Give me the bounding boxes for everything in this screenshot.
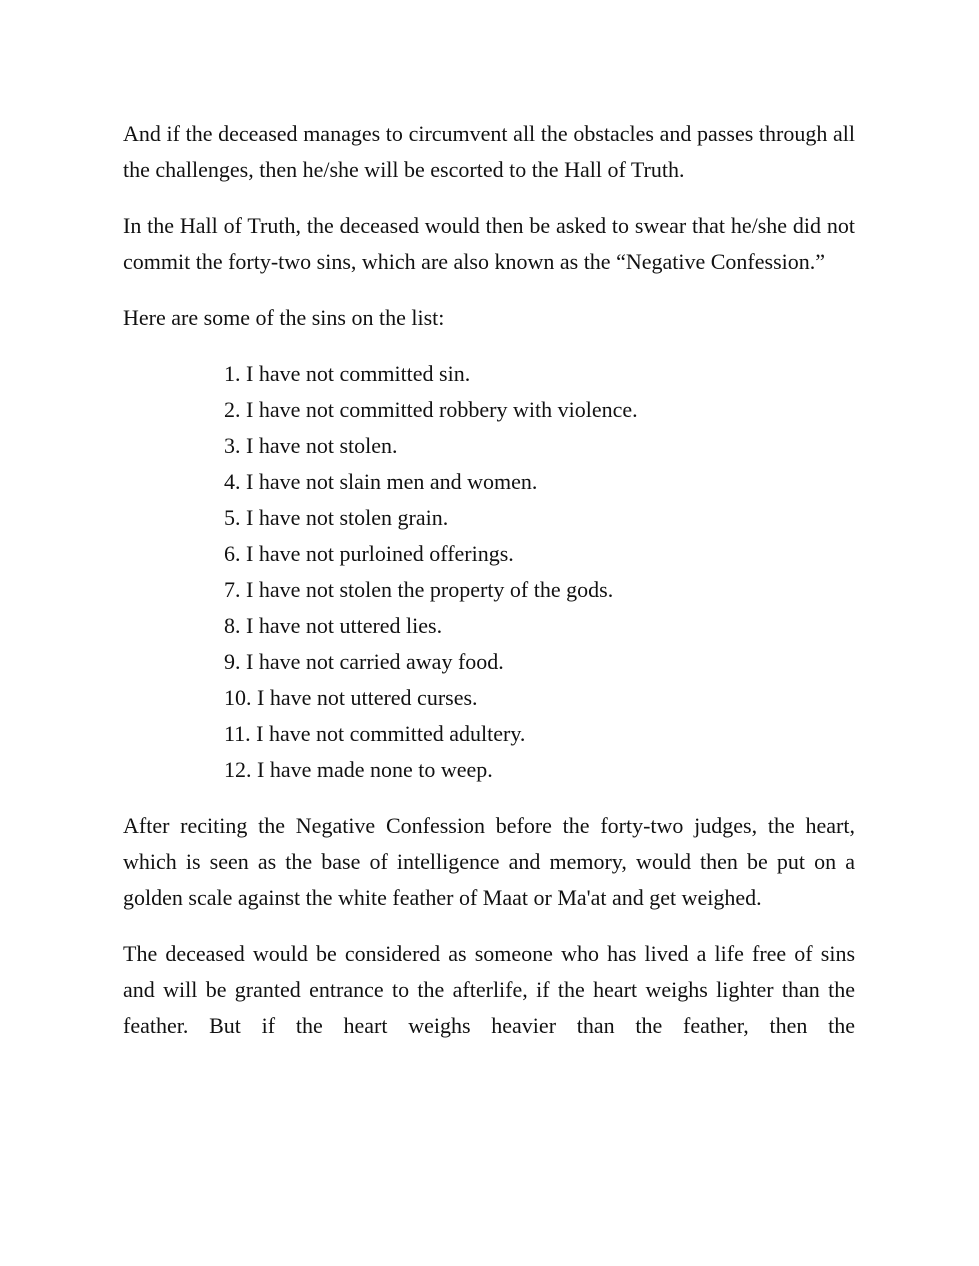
list-item: 10. I have not uttered curses. — [224, 685, 478, 710]
list-item: 5. I have not stolen grain. — [224, 505, 449, 530]
list-item: 4. I have not slain men and women. — [224, 469, 538, 494]
paragraph-negative-confession: In the Hall of Truth, the deceased would then be asked to swear that he/she did not commit the forty-two sins, which are also known as the “Negative Confession.” — [123, 213, 855, 274]
list-item: 7. I have not stolen the property of the gods. — [224, 577, 614, 602]
list-item: 9. I have not carried away food. — [224, 649, 504, 674]
paragraph-hall-of-truth-escort: And if the deceased manages to circumvent all the obstacles and passes through all the challenges, then he/she will be escorted to the Hall of Truth. — [123, 121, 855, 182]
paragraph-heart-weighing: After reciting the Negative Confession before the forty-two judges, the heart, which is seen as the base of intelligence and memory, would then be put on a golden scale against the white feather of Maat or Ma'at and get weighed. — [123, 813, 855, 910]
list-item: 1. I have not committed sin. — [224, 361, 471, 386]
paragraph-list-intro: Here are some of the sins on the list: — [123, 305, 445, 330]
list-item: 11. I have not committed adultery. — [224, 721, 526, 746]
list-item: 12. I have made none to weep. — [224, 757, 493, 782]
list-item: 8. I have not uttered lies. — [224, 613, 443, 638]
paragraph-afterlife-judgement: The deceased would be considered as someone who has lived a life free of sins and will be granted entrance to the afterlife, if the heart weighs lighter than the feather. But if the heart weighs heavier than the feather, then the — [123, 941, 855, 1038]
sins-list — [123, 356, 855, 788]
list-item: 2. I have not committed robbery with violence. — [224, 397, 638, 422]
document-page — [123, 116, 855, 1064]
list-item: 3. I have not stolen. — [224, 433, 398, 458]
list-item: 6. I have not purloined offerings. — [224, 541, 514, 566]
